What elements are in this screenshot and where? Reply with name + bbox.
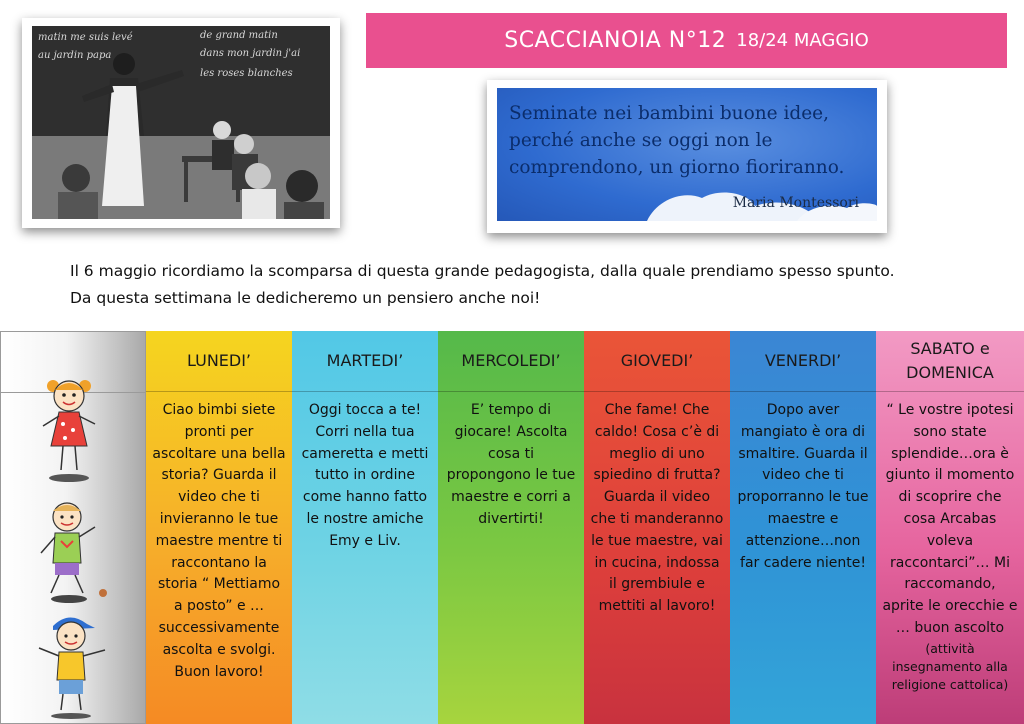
day-activity: E’ tempo di giocare! Ascolta cosa ti propongono le tue maestre e corri a divertirti! [446,402,576,527]
classroom-scene [32,26,330,219]
board-writing: au jardin papa [38,50,112,61]
boy-with-cap-illustration [33,610,113,720]
day-header: LUNEDI’ [146,331,292,392]
board-writing: de grand matin [200,30,278,41]
classroom-photo-frame [22,18,340,228]
intro-text [70,258,990,312]
classroom-photo [32,26,330,219]
day-header: VENERDI’ [730,331,876,392]
intro-line-1: Il 6 maggio ricordiamo la scomparsa di questa grande pedagogista, dalla quale prendiamo spesso spunto. [70,262,895,280]
day-activity: Ciao bimbi siete pronti per ascoltare una bella storia? Guarda il video che ti invieranno le tue maestre mentre ti raccontano la storia “ Mettiamo a posto” e … successivamente ascolta e svolgi. Buon lavoro! [152,402,286,680]
day-activity: Oggi tocca a te! Corri nella tua cameretta e metti tutto in ordine come hanno fatto le nostre amiche Emy e Liv. [301,402,429,549]
weekly-schedule [0,331,1024,724]
day-column-friday [730,331,876,724]
title-banner [366,13,1007,68]
day-activity: Dopo aver mangiato è ora di smaltire. Guarda il video che ti proporranno le tue maestre e attenzione…non far cadere niente! [737,402,869,571]
girl-illustration [37,374,101,484]
board-writing: les roses blanches [200,68,293,79]
day-column-monday [146,331,292,724]
quote-card [487,80,887,233]
day-header: SABATO e DOMENICA [876,331,1024,392]
quote-author: Maria Montessori [732,195,859,211]
day-column-tuesday [292,331,438,724]
day-header: GIOVEDI’ [584,331,730,392]
day-column-thursday [584,331,730,724]
weekend-activity-note: (attività insegnamento alla religione cattolica) [891,640,1009,692]
montessori-quote: Seminate nei bambini buone idee, perché anche se oggi non le comprendono, un giorno fioriranno. [509,103,845,178]
day-activity: Che fame! Che caldo! Cosa c’è di meglio di uno spiedino di frutta? Guarda il video che ti manderanno le tue maestre, vai in cucina, indossa il grembiule e mettiti al lavoro! [590,402,724,615]
day-header: MERCOLEDI’ [438,331,584,392]
newsletter-title: SCACCIANOIA N°12 [504,28,727,53]
date-range: 18/24 MAGGIO [736,30,869,51]
kids-illustration-column [0,331,146,724]
day-header: MARTEDI’ [292,331,438,392]
day-activity [876,392,1024,694]
day-column-wednesday [438,331,584,724]
boy-illustration [37,497,111,607]
weekend-activity-text: “ Le vostre ipotesi sono state splendide…ora è giunto il momento di scoprire che cosa Arcabas voleva raccontarci”… Mi raccomando, aprite le orecchie e … buon ascolto [882,402,1018,636]
day-column-weekend [876,331,1024,724]
intro-line-2: Da questa settimana le dedicheremo un pensiero anche noi! [70,289,541,307]
board-writing: matin me suis levé [38,32,133,43]
quote-image [497,88,877,221]
board-writing: dans mon jardin j'ai [200,48,301,59]
